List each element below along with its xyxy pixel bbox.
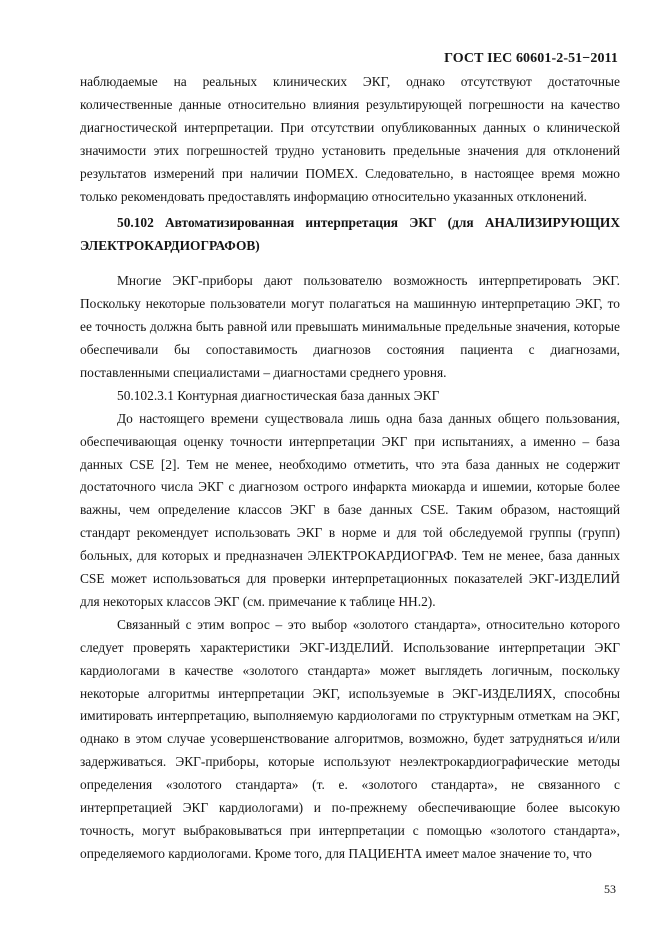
paragraph-continuation: наблюдаемые на реальных клинических ЭКГ, однако отсутствуют достаточные количественные данные относительно влияния результирующей погрешности на качество диагностической интерпретации. При отсутствии опубликованных данных о клинической значимости этих погрешностей трудно установить предельные значения для отклонений результатов измерений при наличии ПОМЕХ. Следовательно, в настоящее время можно только рекомендовать предоставлять информацию относительно указанных отклонений. xyxy=(80,74,620,204)
subsection-heading-50-102-3-1: 50.102.3.1 Контурная диагностическая база данных ЭКГ xyxy=(117,387,440,403)
body-text xyxy=(80,71,620,866)
page-header-standard: ГОСТ IEC 60601-2-51−2011 xyxy=(444,51,618,66)
paragraph-ecg-devices: Многие ЭКГ-приборы дают пользователю возможность интерпретировать ЭКГ. Поскольку некоторые пользователи могут полагаться на машинную интерпретацию ЭКГ, то ее точность должна быть равной или превышать минимальные предельные значения, которые обеспечивали бы сопоставимость диагнозов состояния пациента с диагнозами, поставленными специалистами – диагностами среднего уровня. xyxy=(80,273,620,380)
paragraph-gold-standard: Связанный с этим вопрос – это выбор «золотого стандарта», относительно которого следует проверять характеристики ЭКГ-ИЗДЕЛИЙ. Использование интерпретации ЭКГ кардиологами в качестве «золотого стандарта» может выглядеть логичным, поскольку некоторые алгоритмы интерпретации ЭКГ, используемые в ЭКГ-ИЗДЕЛИЯХ, способны имитировать интерпретацию, выполняемую кардиологами по структурным отметкам на ЭКГ, однако в этом случае усовершенствование алгоритмов, возможно, будет затрудняться и/или задерживаться. ЭКГ-приборы, которые используют неэлектрокардиографические методы определения «золотого стандарта» (т. е. «золотого стандарта», не связанного с интерпретацией ЭКГ кардиологами) и по-прежнему обеспечивающие более высокую точность, могут выбраковываться при интерпретации с помощью «золотого стандарта», определяемого кардиологами. Кроме того, для ПАЦИЕНТА имеет малое значение то, что xyxy=(80,616,620,861)
page-number: 53 xyxy=(604,882,616,896)
section-heading-50-102: 50.102 Автоматизированная интерпретация ЭКГ (для АНАЛИЗИРУЮЩИХ ЭЛЕКТРОКАРДИОГРАФОВ) xyxy=(80,215,620,254)
paragraph-cse-database: До настоящего времени существовала лишь одна база данных общего пользования, обеспечивающая оценку точности интерпретации ЭКГ при испытаниях, а именно – база данных CSE [2]. Тем не менее, необходимо отметить, что эта база данных не содержит достаточного числа ЭКГ с диагнозом острого инфаркта миокарда и ишемии, которые более важны, чем определение классов ЭКГ в базе данных CSE. Таким образом, настоящий стандарт рекомендует использовать ЭКГ в норме и для той обследуемой группы (групп) больных, для которых и предназначен ЭЛЕКТРОКАРДИОГРАФ. Тем не менее, база данных CSE может использоваться для проверки интерпретационных показателей ЭКГ-ИЗДЕЛИЙ для некоторых классов ЭКГ (см. примечание к таблице НН.2). xyxy=(80,410,620,609)
